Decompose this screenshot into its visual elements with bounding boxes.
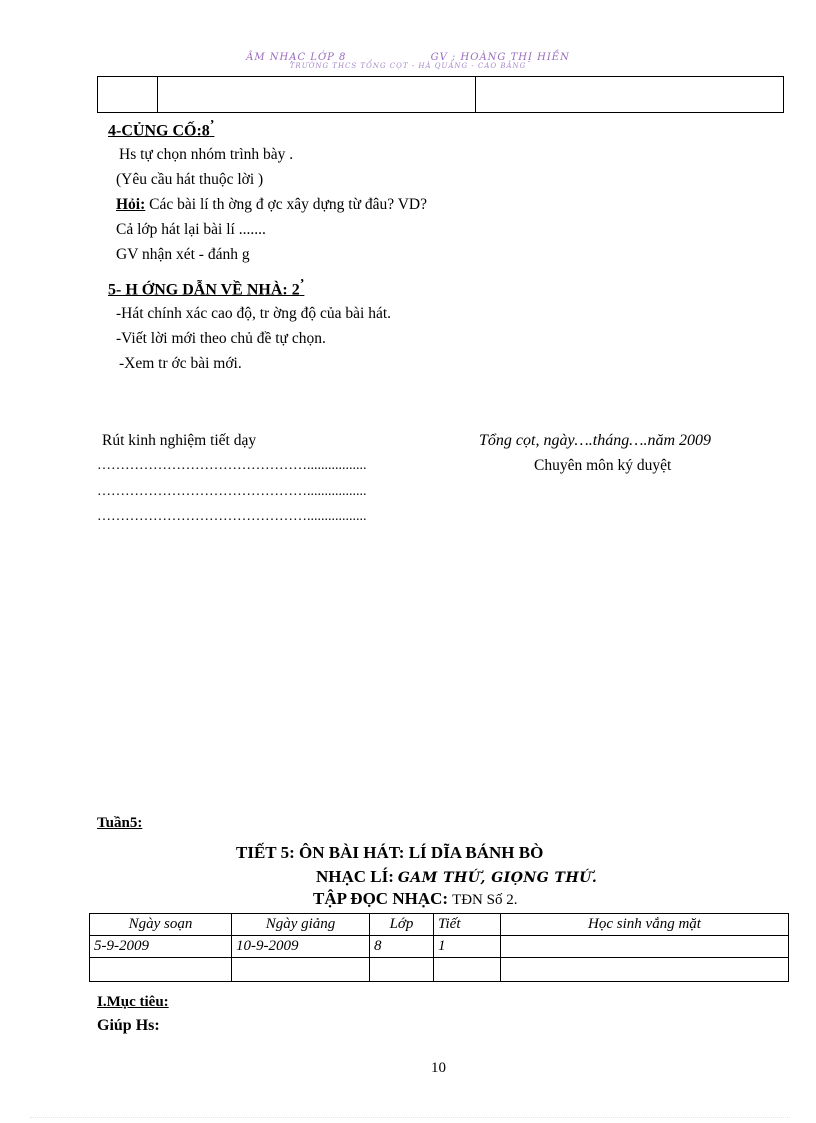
header-cell: Lớp: [370, 914, 434, 936]
review-label: Rút kinh nghiệm tiết dạy: [102, 432, 257, 449]
place-date: Tổng cọt, ngày….tháng….năm 2009: [479, 432, 711, 449]
table-cell: [158, 77, 476, 113]
page-number: 10: [431, 1060, 446, 1076]
section-4-line-2: (Yêu cầu hát thuộc lời ): [116, 171, 264, 188]
objectives-sub: Giúp Hs:: [97, 1017, 160, 1034]
section-5-line-3: -Xem tr ớc bài mới.: [119, 355, 242, 372]
section-4-title: 4-CỦNG CỐ:8’: [108, 118, 215, 140]
week-label: Tuần5:: [97, 815, 143, 831]
table-header-row: [90, 914, 789, 936]
section-4-line-1: Hs tự chọn nhóm trình bày .: [119, 146, 294, 163]
schedule-table: [89, 913, 789, 982]
lesson-title: TIẾT 5: ÔN BÀI HÁT: LÍ DĨA BÁNH BÒ: [236, 843, 544, 862]
header-cell: Học sinh vắng mặt: [501, 914, 789, 936]
sight-reading-line: TẬP ĐỌC NHẠC: TĐN Số 2.: [313, 889, 518, 908]
table-cell: [90, 958, 232, 982]
top-table-remnant: [97, 76, 784, 113]
table-row: [90, 958, 789, 982]
table-cell: [476, 77, 784, 113]
header-cell: Ngày soạn: [90, 914, 232, 936]
question-label: Hỏi:: [116, 196, 146, 213]
table-cell: 1: [434, 936, 501, 958]
review-dots-2: ……………………………………….................: [97, 484, 367, 499]
table-cell: [98, 77, 158, 113]
table-cell: [501, 958, 789, 982]
review-dots-1: ……………………………………….................: [97, 458, 367, 473]
music-theory-line: NHẠC LÍ: GAM THỨ, GIỌNG THỨ.: [316, 867, 598, 886]
approval-label: Chuyên môn ký duyệt: [534, 457, 672, 474]
header-cell: Tiết: [434, 914, 501, 936]
table-row: [90, 936, 789, 958]
table-cell: [232, 958, 370, 982]
section-5-title: 5- H ỚNG DẪN VỀ NHÀ: 2’: [108, 277, 305, 299]
table-cell: 10-9-2009: [232, 936, 370, 958]
section-4-line-4: Cả lớp hát lại bài lí .......: [116, 221, 266, 238]
section-5-line-2: -Viết lời mới theo chủ đề tự chọn.: [116, 330, 326, 347]
objectives-title: I.Mục tiêu:: [97, 994, 169, 1010]
header-teacher: GV : HOÀNG THỊ HIỀN: [430, 52, 570, 63]
table-cell: 8: [370, 936, 434, 958]
review-dots-3: ……………………………………….................: [97, 509, 367, 524]
table-cell: [370, 958, 434, 982]
table-cell: [434, 958, 501, 982]
table-cell: 5-9-2009: [90, 936, 232, 958]
footer-divider: [30, 1117, 790, 1118]
table-cell: [501, 936, 789, 958]
section-5-line-1: -Hát chính xác cao độ, tr ờng độ của bài hát.: [116, 305, 392, 322]
section-4-line-3: Hỏi: Các bài lí th ờng đ ợc xây dựng từ đâu? VD?: [116, 196, 427, 213]
header-subject: ÂM NHẠC LỚP 8: [246, 52, 347, 63]
header-school: TRƯỜNG THCS TỔNG CỌT - HÀ QUẢNG - CAO BẰNG: [289, 62, 527, 70]
section-4-line-5: GV nhận xét - đánh g: [116, 246, 250, 263]
header-cell: Ngày giảng: [232, 914, 370, 936]
